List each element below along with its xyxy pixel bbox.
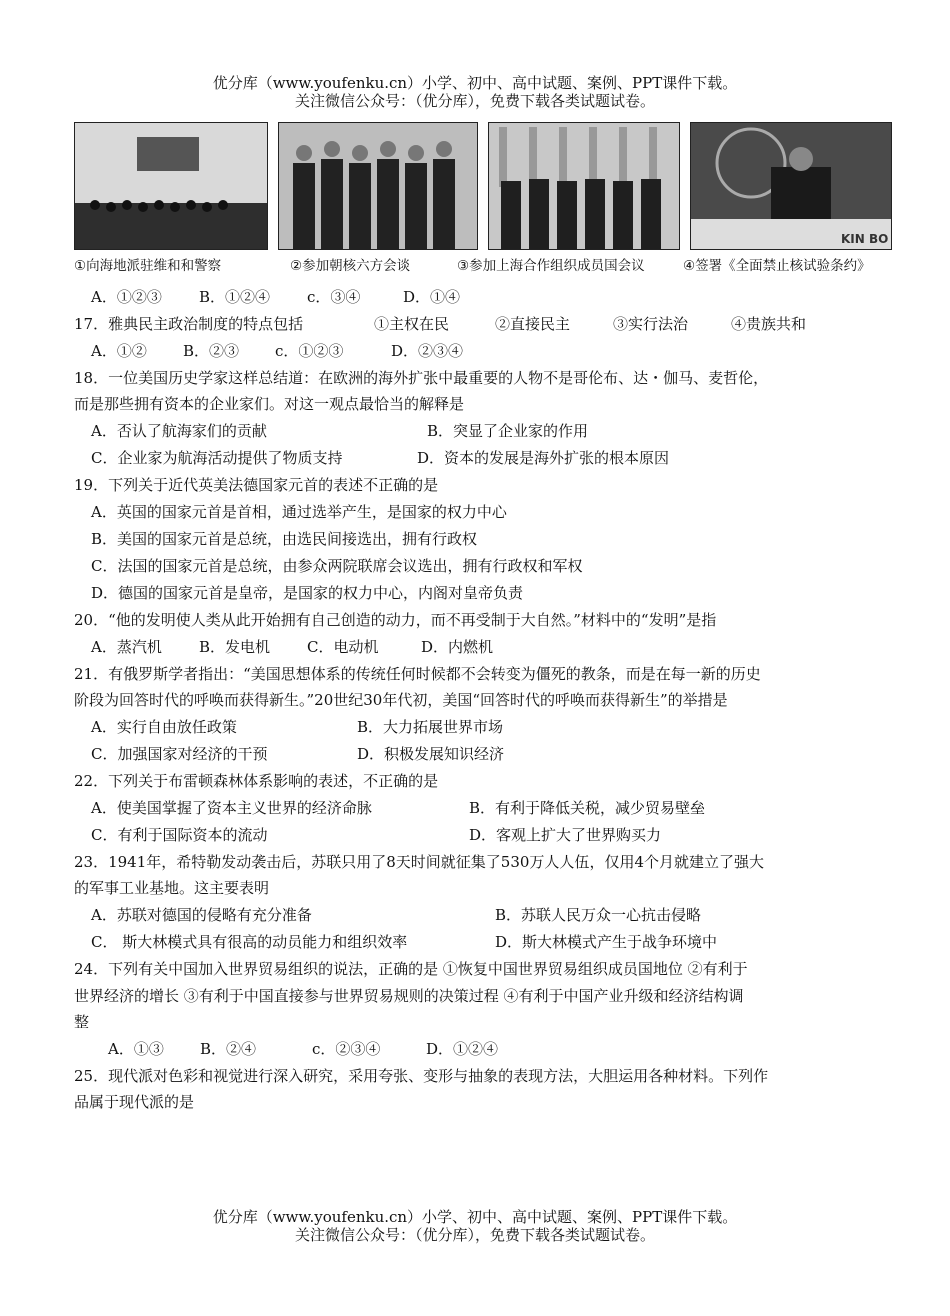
q18-stem-1: 18．一位美国历史学家这样总结道：在欧洲的海外扩张中最重要的人物不是哥伦布、达・伽马、麦哲伦，: [74, 369, 769, 387]
q17-option-b: B．②③: [183, 342, 240, 360]
footer-line-2: 关注微信公众号：（优分库），免费下载各类试题试卷。: [294, 1226, 655, 1244]
q17-item-1: ①主权在民: [374, 315, 450, 333]
photo-caption-2: ②参加朝核六方会谈: [290, 258, 411, 274]
q17-stem-line: [74, 314, 806, 334]
q22-option-d: D．客观上扩大了世界购买力: [469, 826, 662, 844]
q21-option-a: A．实行自由放任政策: [91, 718, 237, 736]
q22-options-cd: [91, 825, 661, 845]
header-line-2: 关注微信公众号：（优分库），免费下载各类试题试卷。: [294, 92, 655, 110]
q23-options-ab: [91, 905, 701, 925]
q21-stem-1: 21．有俄罗斯学者指出：“美国思想体系的传统任何时候都不会转变为僵死的教条，而是在每一新的历史: [74, 665, 761, 683]
q24-option-c: c．②③④: [312, 1040, 381, 1058]
q23-option-c: C． 斯大林模式具有很高的动员能力和组织效率: [91, 933, 408, 951]
q21-options-ab: [91, 717, 503, 737]
q16-option-a: A．①②③: [91, 288, 162, 306]
photo-caption-3: ③参加上海合作组织成员国会议: [457, 258, 645, 274]
q22-option-c: C．有利于国际资本的流动: [91, 826, 268, 844]
q23-option-d: D．斯大林模式产生于战争环境中: [495, 933, 718, 951]
q20-option-b: B．发电机: [199, 638, 271, 656]
q16-option-c: c．③④: [307, 288, 361, 306]
photo-test-ban-treaty: [690, 122, 892, 250]
q25-stem-1: 25．现代派对色彩和视觉进行深入研究，采用夸张、变形与抽象的表现方法，大胆运用各种材料。下列作: [74, 1067, 769, 1085]
q17-item-4: ④贵族共和: [731, 315, 807, 333]
q17-option-c: c．①②③: [275, 342, 344, 360]
q20-option-c: C．电动机: [307, 638, 379, 656]
q24-option-a: A．①③: [108, 1040, 164, 1058]
q21-options-cd: [91, 744, 504, 764]
q25-stem-2: 品属于现代派的是: [74, 1093, 195, 1111]
q20-stem: 20．“他的发明使人类从此开始拥有自己创造的动力，而不再受制于大自然。”材料中的“发明”是指: [74, 611, 717, 629]
q23-stem-1: 23．1941年，希特勒发动袭击后，苏联只用了8天时间就征集了530万人人伍，仅用4个月就建立了强大: [74, 853, 764, 871]
q22-stem: 22．下列关于布雷顿森林体系影响的表述，不正确的是: [74, 772, 439, 790]
q23-stem-2: 的军事工业基地。这主要表明: [74, 879, 270, 897]
q22-option-a: A．使美国掌握了资本主义世界的经济命脉: [91, 799, 372, 817]
photo-caption-1: ①向海地派驻维和和警察: [74, 258, 222, 274]
q24-stem-3: 整: [74, 1013, 90, 1031]
q20-options: [91, 637, 493, 657]
q18-option-c: C．企业家为航海活动提供了物质支持: [91, 449, 343, 467]
q18-option-b: B．突显了企业家的作用: [427, 422, 589, 440]
footer-line-1: 优分库（www.youfenku.cn）小学、初中、高中试题、案例、PPT课件下载。: [212, 1208, 738, 1226]
q24-option-b: B．②④: [200, 1040, 257, 1058]
q16-option-d: D．①④: [403, 288, 461, 306]
q18-stem-2: 而是那些拥有资本的企业家们。对这一观点最恰当的解释是: [74, 395, 465, 413]
q24-options: [108, 1039, 498, 1059]
q17-item-3: ③实行法治: [613, 315, 689, 333]
q16-option-b: B．①②④: [199, 288, 271, 306]
q20-option-a: A．蒸汽机: [91, 638, 162, 656]
q17-option-a: A．①②: [91, 342, 147, 360]
q21-option-b: B．大力拓展世界市场: [357, 718, 504, 736]
photo-sco-meeting: [488, 122, 680, 250]
q19-option-a: A．英国的国家元首是首相，通过选举产生，是国家的权力中心: [91, 503, 507, 521]
q22-options-ab: [91, 798, 705, 818]
photo-strip: [74, 122, 891, 250]
header-line-1: 优分库（www.youfenku.cn）小学、初中、高中试题、案例、PPT课件下载。: [212, 74, 738, 92]
photo-caption-4: ④签署《全面禁止核试验条约》: [683, 258, 871, 274]
q20-option-d: D．内燃机: [421, 638, 494, 656]
q21-stem-2: 阶段为回答时代的呼唤而获得新生。”20世纪30年代初，美国“回答时代的呼唤而获得新生”的举措是: [74, 691, 728, 709]
q18-options-ab: [91, 421, 588, 441]
q23-options-cd: [91, 932, 717, 952]
q19-option-b: B．美国的国家元首是总统，由选民间接选出，拥有行政权: [91, 530, 478, 548]
q17-option-d: D．②③④: [391, 342, 464, 360]
q17-item-2: ②直接民主: [495, 315, 571, 333]
q17-options: [91, 341, 463, 361]
q16-options: [91, 287, 460, 307]
photo-watermark: KIN BO: [841, 232, 889, 246]
q23-option-a: A．苏联对德国的侵略有充分准备: [91, 906, 312, 924]
q19-stem: 19．下列关于近代英美法德国家元首的表述不正确的是: [74, 476, 439, 494]
q19-option-d: D．德国的国家元首是皇帝，是国家的权力中心，内阁对皇帝负责: [91, 584, 524, 602]
q23-option-b: B．苏联人民万众一心抗击侵略: [495, 906, 702, 924]
photo-six-party-talks: [278, 122, 478, 250]
q22-option-b: B．有利于降低关税，减少贸易壁垒: [469, 799, 706, 817]
q24-stem-1: 24．下列有关中国加入世界贸易组织的说法，正确的是 ①恢复中国世界贸易组织成员国地位 ②有利于: [74, 960, 748, 978]
q18-option-a: A．否认了航海家们的贡献: [91, 422, 267, 440]
q18-option-d: D．资本的发展是海外扩张的根本原因: [417, 449, 670, 467]
q24-option-d: D．①②④: [426, 1040, 499, 1058]
q18-options-cd: [91, 448, 669, 468]
q21-option-c: C．加强国家对经济的干预: [91, 745, 268, 763]
q19-option-c: C．法国的国家元首是总统，由参众两院联席会议选出，拥有行政权和军权: [91, 557, 583, 575]
photo-peacekeeping: [74, 122, 268, 250]
q17-stem: 17．雅典民主政治制度的特点包括: [74, 315, 304, 333]
q21-option-d: D．积极发展知识经济: [357, 745, 505, 763]
q24-stem-2: 世界经济的增长 ③有利于中国直接参与世界贸易规则的决策过程 ④有利于中国产业升级和经济结构调: [74, 987, 744, 1005]
